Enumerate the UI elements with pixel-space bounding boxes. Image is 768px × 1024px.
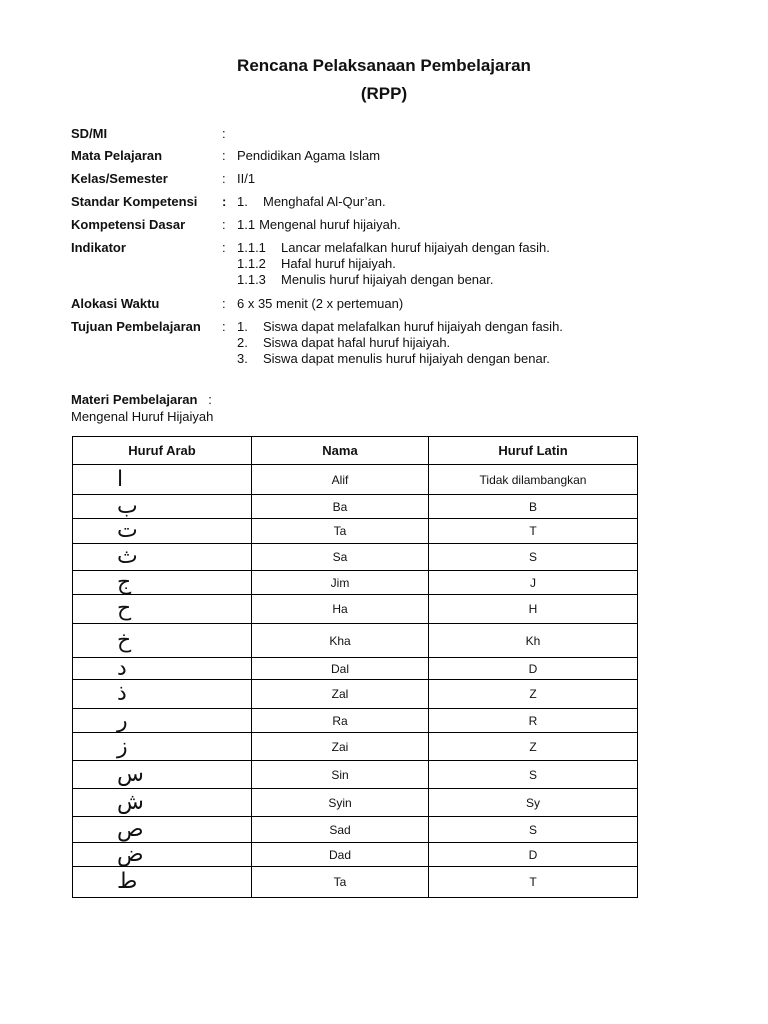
table-row [73, 843, 638, 867]
info-item-text: Mengenal huruf hijaiyah. [259, 217, 401, 232]
latin-letter: S [429, 544, 638, 571]
latin-letter: Tidak dilambangkan [429, 465, 638, 495]
letter-name: Ra [252, 709, 429, 733]
letter-name: Sin [252, 761, 429, 789]
arab-letter: س [73, 761, 252, 789]
latin-letter: D [429, 843, 638, 867]
latin-letter: T [429, 867, 638, 898]
letter-name: Ta [252, 519, 429, 544]
arab-letter: ا [73, 465, 252, 495]
letter-name: Zal [252, 680, 429, 709]
letter-name: Dal [252, 658, 429, 680]
info-colon: : [222, 217, 226, 232]
letter-name: Kha [252, 624, 429, 658]
latin-letter: R [429, 709, 638, 733]
info-colon: : [222, 171, 226, 186]
table-row [73, 733, 638, 761]
materi-heading [71, 392, 212, 407]
table-row [73, 867, 638, 898]
info-colon: : [222, 296, 226, 311]
header-huruf-arab: Huruf Arab [73, 437, 252, 465]
info-item [237, 319, 563, 335]
info-item [237, 296, 403, 312]
table-header-row [73, 437, 638, 465]
arab-letter: ط [73, 867, 252, 898]
latin-letter: Kh [429, 624, 638, 658]
materi-colon: : [201, 392, 212, 407]
info-item [237, 256, 550, 272]
info-value [237, 194, 386, 210]
arab-letter: ح [73, 595, 252, 624]
letter-name: Syin [252, 789, 429, 817]
latin-letter: S [429, 817, 638, 843]
info-item-text: Siswa dapat melafalkan huruf hijaiyah dengan fasih. [263, 319, 563, 334]
letter-name: Alif [252, 465, 429, 495]
info-label: Kompetensi Dasar [71, 217, 186, 232]
info-item [237, 351, 563, 367]
arab-letter: ض [73, 843, 252, 867]
latin-letter: S [429, 761, 638, 789]
document-title: Rencana Pelaksanaan Pembelajaran [237, 56, 531, 75]
table-row [73, 680, 638, 709]
info-label: Tujuan Pembelajaran [71, 319, 201, 334]
table-row [73, 658, 638, 680]
info-value [237, 148, 380, 164]
info-item-text: Hafal huruf hijaiyah. [281, 256, 396, 271]
table-row [73, 519, 638, 544]
info-item-number: 2. [237, 335, 248, 350]
info-label: SD/MI [71, 126, 108, 141]
info-value [237, 171, 255, 187]
info-item-text: Siswa dapat menulis huruf hijaiyah dengan benar. [263, 351, 550, 366]
document-subtitle: (RPP) [360, 84, 408, 103]
letter-name: Dad [252, 843, 429, 867]
arab-letter: ش [73, 789, 252, 817]
info-value [237, 240, 550, 288]
info-item [237, 240, 550, 256]
letter-name: Ha [252, 595, 429, 624]
latin-letter: Z [429, 733, 638, 761]
info-item-text: Siswa dapat hafal huruf hijaiyah. [263, 335, 451, 350]
arab-letter: ث [73, 544, 252, 571]
info-label: Standar Kompetensi [71, 194, 198, 209]
info-value [237, 217, 401, 233]
letter-name: Ta [252, 867, 429, 898]
info-colon: : [222, 240, 226, 255]
latin-letter: Z [429, 680, 638, 709]
materi-subtitle: Mengenal Huruf Hijaiyah [71, 409, 214, 424]
table-row [73, 709, 638, 733]
materi-label: Materi Pembelajaran [71, 392, 198, 407]
info-colon: : [222, 194, 227, 209]
info-label: Mata Pelajaran [71, 148, 163, 163]
info-colon: : [222, 319, 226, 334]
info-item-number: 1. [237, 319, 248, 334]
arab-letter: د [73, 658, 252, 680]
info-value [237, 296, 403, 312]
info-item [237, 335, 563, 351]
table-row [73, 789, 638, 817]
info-colon: : [222, 126, 226, 141]
info-item [237, 217, 401, 233]
info-item [237, 194, 386, 210]
table-row [73, 761, 638, 789]
info-value [237, 319, 563, 367]
arab-letter: ز [73, 733, 252, 761]
table-row [73, 595, 638, 624]
info-item-number: 1.1 [237, 217, 256, 232]
table-row [73, 624, 638, 658]
arab-letter: ص [73, 817, 252, 843]
letter-name: Ba [252, 495, 429, 519]
arab-letter: ج [73, 571, 252, 595]
info-item-number: 1.1.1 [237, 240, 266, 255]
info-item-number: 1. [237, 194, 248, 209]
info-item-text: Pendidikan Agama Islam [237, 148, 381, 163]
info-colon: : [222, 148, 226, 163]
letter-name: Sa [252, 544, 429, 571]
info-item [237, 148, 380, 164]
table-row [73, 495, 638, 519]
info-item-text: 6 x 35 menit (2 x pertemuan) [237, 296, 404, 311]
letter-name: Jim [252, 571, 429, 595]
info-item-text: II/1 [237, 171, 256, 186]
latin-letter: J [429, 571, 638, 595]
table-row [73, 544, 638, 571]
latin-letter: H [429, 595, 638, 624]
info-item-number: 1.1.2 [237, 256, 266, 271]
header-huruf-latin: Huruf Latin [429, 437, 638, 465]
letter-name: Sad [252, 817, 429, 843]
info-label: Indikator [71, 240, 126, 255]
info-label: Alokasi Waktu [71, 296, 160, 311]
info-item-text: Menulis huruf hijaiyah dengan benar. [281, 272, 494, 287]
arab-letter: ت [73, 519, 252, 544]
arab-letter: ر [73, 709, 252, 733]
info-item [237, 171, 255, 187]
table-row [73, 465, 638, 495]
latin-letter: B [429, 495, 638, 519]
arab-letter: ذ [73, 680, 252, 709]
info-item-text: Menghafal Al-Qur’an. [263, 194, 386, 209]
latin-letter: T [429, 519, 638, 544]
hijaiyah-table [72, 436, 638, 898]
info-item-number: 1.1.3 [237, 272, 266, 287]
arab-letter: ب [73, 495, 252, 519]
info-item-number: 3. [237, 351, 248, 366]
arab-letter: خ [73, 624, 252, 658]
info-item-text: Lancar melafalkan huruf hijaiyah dengan fasih. [281, 240, 550, 255]
letter-name: Zai [252, 733, 429, 761]
info-item [237, 272, 550, 288]
latin-letter: Sy [429, 789, 638, 817]
header-nama: Nama [252, 437, 429, 465]
latin-letter: D [429, 658, 638, 680]
info-label: Kelas/Semester [71, 171, 168, 186]
table-row [73, 817, 638, 843]
table-row [73, 571, 638, 595]
